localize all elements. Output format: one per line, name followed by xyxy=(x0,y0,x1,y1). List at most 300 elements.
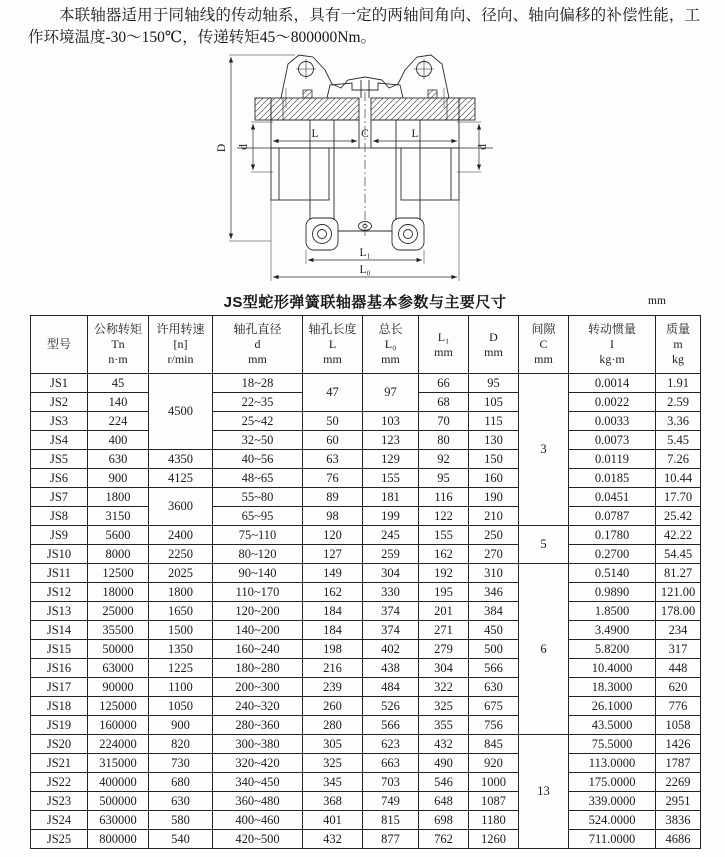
cell-m: 121.00 xyxy=(656,583,701,602)
cell-model: JS19 xyxy=(31,716,88,735)
cell-n: 1100 xyxy=(149,678,213,697)
table-row xyxy=(31,754,701,773)
table-header xyxy=(31,316,701,374)
cell-c: 5 xyxy=(519,526,569,564)
cell-tn: 63000 xyxy=(88,659,149,678)
cell-l: 60 xyxy=(303,431,363,450)
cell-l1: 490 xyxy=(419,754,469,773)
cell-tn: 45 xyxy=(88,374,149,393)
dim-label-d-left: d xyxy=(238,144,250,150)
cell-m: 2.59 xyxy=(656,393,701,412)
cell-i: 0.1780 xyxy=(569,526,656,545)
coupling-diagram xyxy=(215,50,525,288)
cell-l1: 322 xyxy=(419,678,469,697)
table-unit-label: mm xyxy=(648,295,666,307)
cell-i: 0.0451 xyxy=(569,488,656,507)
cell-m: 1.91 xyxy=(656,374,701,393)
cell-d: 360~480 xyxy=(213,792,303,811)
table-row xyxy=(31,412,701,431)
cell-model: JS11 xyxy=(31,564,88,583)
cell-l1: 432 xyxy=(419,735,469,754)
table-row xyxy=(31,659,701,678)
cell-i: 339.0000 xyxy=(569,792,656,811)
table-row xyxy=(31,602,701,621)
cell-i: 0.9890 xyxy=(569,583,656,602)
cover-bolt-icon xyxy=(303,90,437,98)
intro-paragraph: 本联轴器适用于同轴线的传动轴系，具有一定的两轴间角向、径向、轴向偏移的补偿性能，工作环境温度-30～150℃，传递转矩45～800000Nm。 xyxy=(28,7,700,46)
cell-model: JS18 xyxy=(31,697,88,716)
cell-m: 1787 xyxy=(656,754,701,773)
col-header-d: 轴孔直径 d mm xyxy=(213,316,303,374)
cell-m: 2951 xyxy=(656,792,701,811)
cell-m: 81.27 xyxy=(656,564,701,583)
cell-l: 149 xyxy=(303,564,363,583)
cell-l0: 155 xyxy=(363,469,419,488)
cell-l0: 663 xyxy=(363,754,419,773)
cell-l0: 245 xyxy=(363,526,419,545)
cell-m: 776 xyxy=(656,697,701,716)
cell-n: 2250 xyxy=(149,545,213,564)
cell-m: 17.70 xyxy=(656,488,701,507)
cell-i: 113.0000 xyxy=(569,754,656,773)
coupling-drawing xyxy=(215,50,525,288)
cell-model: JS8 xyxy=(31,507,88,526)
table-row xyxy=(31,469,701,488)
cell-n: 1500 xyxy=(149,621,213,640)
cell-l1: 355 xyxy=(419,716,469,735)
cell-m: 3.36 xyxy=(656,412,701,431)
cell-bigD: 210 xyxy=(469,507,519,526)
cell-n: 2025 xyxy=(149,564,213,583)
cell-l0: 526 xyxy=(363,697,419,716)
cell-l0: 259 xyxy=(363,545,419,564)
col-header-tn: 公称转矩 Tn n·m xyxy=(88,316,149,374)
cell-model: JS20 xyxy=(31,735,88,754)
cell-i: 0.0022 xyxy=(569,393,656,412)
cell-d: 22~35 xyxy=(213,393,303,412)
table-row xyxy=(31,716,701,735)
cell-n: 900 xyxy=(149,716,213,735)
cell-i: 0.0185 xyxy=(569,469,656,488)
cell-model: JS5 xyxy=(31,450,88,469)
cell-tn: 630000 xyxy=(88,811,149,830)
cell-d: 120~200 xyxy=(213,602,303,621)
cell-tn: 5600 xyxy=(88,526,149,545)
cell-c: 13 xyxy=(519,735,569,849)
cell-model: JS17 xyxy=(31,678,88,697)
cell-d: 32~50 xyxy=(213,431,303,450)
table-row xyxy=(31,583,701,602)
cell-model: JS9 xyxy=(31,526,88,545)
ear-bolt-hole-icon xyxy=(296,59,434,79)
cell-bigD: 920 xyxy=(469,754,519,773)
cell-n: 820 xyxy=(149,735,213,754)
cell-bigD: 756 xyxy=(469,716,519,735)
cell-n: 730 xyxy=(149,754,213,773)
cell-bigD: 190 xyxy=(469,488,519,507)
cell-tn: 18000 xyxy=(88,583,149,602)
cell-l: 50 xyxy=(303,412,363,431)
cell-l1: 70 xyxy=(419,412,469,431)
cell-tn: 160000 xyxy=(88,716,149,735)
cell-l0: 877 xyxy=(363,830,419,849)
cell-c: 6 xyxy=(519,564,569,735)
cell-l: 216 xyxy=(303,659,363,678)
col-header-l1: L₁ mm xyxy=(419,316,469,374)
cell-d: 160~240 xyxy=(213,640,303,659)
cell-d: 48~65 xyxy=(213,469,303,488)
table-row xyxy=(31,678,701,697)
cell-l0: 330 xyxy=(363,583,419,602)
cell-d: 300~380 xyxy=(213,735,303,754)
cell-l: 305 xyxy=(303,735,363,754)
cell-n: 1800 xyxy=(149,583,213,602)
cell-l1: 546 xyxy=(419,773,469,792)
cell-l: 98 xyxy=(303,507,363,526)
cell-l0: 123 xyxy=(363,431,419,450)
cell-m: 3836 xyxy=(656,811,701,830)
cell-m: 234 xyxy=(656,621,701,640)
cell-m: 317 xyxy=(656,640,701,659)
cell-m: 42.22 xyxy=(656,526,701,545)
dim-label-L0: L₀ xyxy=(359,264,371,276)
cell-model: JS4 xyxy=(31,431,88,450)
cell-l: 184 xyxy=(303,621,363,640)
dim-label-D: D xyxy=(216,143,228,153)
cell-d: 110~170 xyxy=(213,583,303,602)
cell-bigD: 346 xyxy=(469,583,519,602)
document-page xyxy=(0,5,725,857)
table-row xyxy=(31,640,701,659)
cell-m: 178.00 xyxy=(656,602,701,621)
cell-l1: 762 xyxy=(419,830,469,849)
cell-l1: 279 xyxy=(419,640,469,659)
cell-n: 3600 xyxy=(149,488,213,526)
cell-m: 2269 xyxy=(656,773,701,792)
cell-bigD: 95 xyxy=(469,374,519,393)
cell-model: JS1 xyxy=(31,374,88,393)
cell-l0: 181 xyxy=(363,488,419,507)
cell-c: 3 xyxy=(519,374,569,526)
table-row xyxy=(31,735,701,754)
cell-l1: 271 xyxy=(419,621,469,640)
cell-m: 620 xyxy=(656,678,701,697)
cell-model: JS25 xyxy=(31,830,88,849)
cell-d: 65~95 xyxy=(213,507,303,526)
cell-i: 3.4900 xyxy=(569,621,656,640)
cell-tn: 12500 xyxy=(88,564,149,583)
cell-bigD: 630 xyxy=(469,678,519,697)
cell-l: 76 xyxy=(303,469,363,488)
cell-tn: 900 xyxy=(88,469,149,488)
cell-i: 524.0000 xyxy=(569,811,656,830)
cell-d: 180~280 xyxy=(213,659,303,678)
cell-d: 40~56 xyxy=(213,450,303,469)
cell-l: 280 xyxy=(303,716,363,735)
table-body xyxy=(31,374,701,849)
table-row xyxy=(31,431,701,450)
table-row xyxy=(31,564,701,583)
cell-i: 711.0000 xyxy=(569,830,656,849)
cell-n: 4350 xyxy=(149,450,213,469)
table-row xyxy=(31,830,701,849)
cell-l1: 122 xyxy=(419,507,469,526)
table-row xyxy=(31,488,701,507)
cell-i: 0.0787 xyxy=(569,507,656,526)
col-header-m: 质量 m kg xyxy=(656,316,701,374)
cell-bigD: 1087 xyxy=(469,792,519,811)
cell-l1: 325 xyxy=(419,697,469,716)
cell-i: 0.2700 xyxy=(569,545,656,564)
cell-l0: 97 xyxy=(363,374,419,412)
cell-n: 4125 xyxy=(149,469,213,488)
table-row xyxy=(31,507,701,526)
cell-bigD: 845 xyxy=(469,735,519,754)
cell-l1: 116 xyxy=(419,488,469,507)
cell-l1: 92 xyxy=(419,450,469,469)
dim-label-C: C xyxy=(361,128,369,140)
cell-i: 0.0014 xyxy=(569,374,656,393)
cell-i: 175.0000 xyxy=(569,773,656,792)
cell-l1: 68 xyxy=(419,393,469,412)
cell-tn: 224000 xyxy=(88,735,149,754)
cell-d: 90~140 xyxy=(213,564,303,583)
cell-d: 320~420 xyxy=(213,754,303,773)
cell-model: JS7 xyxy=(31,488,88,507)
cell-model: JS13 xyxy=(31,602,88,621)
cell-tn: 125000 xyxy=(88,697,149,716)
cell-model: JS23 xyxy=(31,792,88,811)
cell-i: 0.0033 xyxy=(569,412,656,431)
dim-label-L-right: L xyxy=(411,128,419,140)
cell-i: 0.0073 xyxy=(569,431,656,450)
cell-l: 345 xyxy=(303,773,363,792)
table-title: JS型蛇形弹簧联轴器基本参数与主要尺寸 xyxy=(223,294,507,311)
cell-i: 0.0119 xyxy=(569,450,656,469)
cell-tn: 35500 xyxy=(88,621,149,640)
cell-i: 10.4000 xyxy=(569,659,656,678)
cell-l0: 438 xyxy=(363,659,419,678)
cell-l1: 698 xyxy=(419,811,469,830)
cell-bigD: 384 xyxy=(469,602,519,621)
cell-model: JS6 xyxy=(31,469,88,488)
cell-l1: 304 xyxy=(419,659,469,678)
cell-bigD: 1000 xyxy=(469,773,519,792)
col-header-n: 许用转速 [n] r/min xyxy=(149,316,213,374)
table-row xyxy=(31,450,701,469)
cell-l0: 749 xyxy=(363,792,419,811)
cell-n: 580 xyxy=(149,811,213,830)
table-row xyxy=(31,545,701,564)
cell-l1: 201 xyxy=(419,602,469,621)
cell-m: 5.45 xyxy=(656,431,701,450)
cell-n: 2400 xyxy=(149,526,213,545)
cell-m: 1058 xyxy=(656,716,701,735)
cell-l0: 374 xyxy=(363,621,419,640)
cell-model: JS10 xyxy=(31,545,88,564)
cell-d: 18~28 xyxy=(213,374,303,393)
cell-l0: 374 xyxy=(363,602,419,621)
cell-d: 25~42 xyxy=(213,412,303,431)
cell-model: JS12 xyxy=(31,583,88,602)
cell-m: 1426 xyxy=(656,735,701,754)
cell-d: 80~120 xyxy=(213,545,303,564)
cell-l0: 566 xyxy=(363,716,419,735)
cell-bigD: 270 xyxy=(469,545,519,564)
cell-model: JS14 xyxy=(31,621,88,640)
cell-tn: 50000 xyxy=(88,640,149,659)
cell-m: 10.44 xyxy=(656,469,701,488)
dim-label-d-right: d xyxy=(477,144,489,150)
cell-model: JS21 xyxy=(31,754,88,773)
cell-tn: 800000 xyxy=(88,830,149,849)
cell-tn: 400000 xyxy=(88,773,149,792)
cell-l: 239 xyxy=(303,678,363,697)
cell-l1: 80 xyxy=(419,431,469,450)
cell-d: 140~200 xyxy=(213,621,303,640)
dim-label-L1: L₁ xyxy=(359,247,371,259)
cell-tn: 3150 xyxy=(88,507,149,526)
cell-l1: 66 xyxy=(419,374,469,393)
cell-bigD: 130 xyxy=(469,431,519,450)
cell-bigD: 115 xyxy=(469,412,519,431)
table-row xyxy=(31,792,701,811)
cell-l: 63 xyxy=(303,450,363,469)
cell-tn: 400 xyxy=(88,431,149,450)
cell-l1: 95 xyxy=(419,469,469,488)
cell-bigD: 250 xyxy=(469,526,519,545)
cell-l1: 155 xyxy=(419,526,469,545)
cell-tn: 25000 xyxy=(88,602,149,621)
cell-bigD: 675 xyxy=(469,697,519,716)
cell-i: 26.1000 xyxy=(569,697,656,716)
cell-tn: 1800 xyxy=(88,488,149,507)
cell-d: 240~320 xyxy=(213,697,303,716)
cell-m: 4686 xyxy=(656,830,701,849)
cell-tn: 630 xyxy=(88,450,149,469)
cell-bigD: 105 xyxy=(469,393,519,412)
cell-l1: 192 xyxy=(419,564,469,583)
cell-l0: 402 xyxy=(363,640,419,659)
cell-m: 7.26 xyxy=(656,450,701,469)
cell-bigD: 1260 xyxy=(469,830,519,849)
cell-l0: 703 xyxy=(363,773,419,792)
cell-l0: 129 xyxy=(363,450,419,469)
cell-l0: 484 xyxy=(363,678,419,697)
cell-bigD: 566 xyxy=(469,659,519,678)
cell-d: 280~360 xyxy=(213,716,303,735)
cell-l: 89 xyxy=(303,488,363,507)
cell-l1: 162 xyxy=(419,545,469,564)
cell-l0: 199 xyxy=(363,507,419,526)
cell-model: JS16 xyxy=(31,659,88,678)
cell-n: 680 xyxy=(149,773,213,792)
cell-i: 1.8500 xyxy=(569,602,656,621)
cell-n: 540 xyxy=(149,830,213,849)
cell-d: 75~110 xyxy=(213,526,303,545)
dim-d-left xyxy=(251,122,273,172)
col-header-model: 型号 xyxy=(31,316,88,374)
dim-label-L-left: L xyxy=(311,128,319,140)
cell-n: 4500 xyxy=(149,374,213,450)
cell-i: 75.5000 xyxy=(569,735,656,754)
cell-i: 43.5000 xyxy=(569,716,656,735)
cell-d: 340~450 xyxy=(213,773,303,792)
cell-model: JS3 xyxy=(31,412,88,431)
col-header-l: 轴孔长度 L mm xyxy=(303,316,363,374)
col-header-l0: 总长 L₀ mm xyxy=(363,316,419,374)
cell-model: JS15 xyxy=(31,640,88,659)
cell-tn: 90000 xyxy=(88,678,149,697)
cell-l0: 623 xyxy=(363,735,419,754)
cell-n: 630 xyxy=(149,792,213,811)
cell-l: 432 xyxy=(303,830,363,849)
cell-bigD: 450 xyxy=(469,621,519,640)
cell-d: 420~500 xyxy=(213,830,303,849)
cell-l: 47 xyxy=(303,374,363,412)
cell-tn: 8000 xyxy=(88,545,149,564)
cell-n: 1225 xyxy=(149,659,213,678)
cell-bigD: 150 xyxy=(469,450,519,469)
cell-i: 5.8200 xyxy=(569,640,656,659)
cell-l0: 815 xyxy=(363,811,419,830)
cell-d: 400~460 xyxy=(213,811,303,830)
cell-l: 162 xyxy=(303,583,363,602)
cell-l: 325 xyxy=(303,754,363,773)
cell-model: JS24 xyxy=(31,811,88,830)
cell-l: 184 xyxy=(303,602,363,621)
cell-l1: 648 xyxy=(419,792,469,811)
table-title-row xyxy=(0,291,725,313)
cell-l0: 304 xyxy=(363,564,419,583)
cell-bigD: 160 xyxy=(469,469,519,488)
spec-table xyxy=(30,315,701,849)
cell-bigD: 310 xyxy=(469,564,519,583)
cell-l: 198 xyxy=(303,640,363,659)
cell-l: 120 xyxy=(303,526,363,545)
cell-i: 18.3000 xyxy=(569,678,656,697)
cell-tn: 500000 xyxy=(88,792,149,811)
cell-tn: 315000 xyxy=(88,754,149,773)
col-header-i: 转动惯量 I kg·m xyxy=(569,316,656,374)
table-row xyxy=(31,621,701,640)
cell-tn: 224 xyxy=(88,412,149,431)
cell-n: 1650 xyxy=(149,602,213,621)
table-row xyxy=(31,773,701,792)
cell-bigD: 1180 xyxy=(469,811,519,830)
cell-model: JS2 xyxy=(31,393,88,412)
cell-l: 401 xyxy=(303,811,363,830)
cell-bigD: 500 xyxy=(469,640,519,659)
cell-l: 260 xyxy=(303,697,363,716)
cell-tn: 140 xyxy=(88,393,149,412)
cell-l: 368 xyxy=(303,792,363,811)
cell-l0: 103 xyxy=(363,412,419,431)
col-header-c: 间隙 C mm xyxy=(519,316,569,374)
cell-d: 55~80 xyxy=(213,488,303,507)
cell-model: JS22 xyxy=(31,773,88,792)
table-row xyxy=(31,526,701,545)
cell-m: 54.45 xyxy=(656,545,701,564)
cell-m: 25.42 xyxy=(656,507,701,526)
cell-i: 0.5140 xyxy=(569,564,656,583)
cell-n: 1050 xyxy=(149,697,213,716)
col-header-bigD: D mm xyxy=(469,316,519,374)
cell-m: 448 xyxy=(656,659,701,678)
cell-l1: 195 xyxy=(419,583,469,602)
table-row xyxy=(31,374,701,393)
table-row xyxy=(31,697,701,716)
